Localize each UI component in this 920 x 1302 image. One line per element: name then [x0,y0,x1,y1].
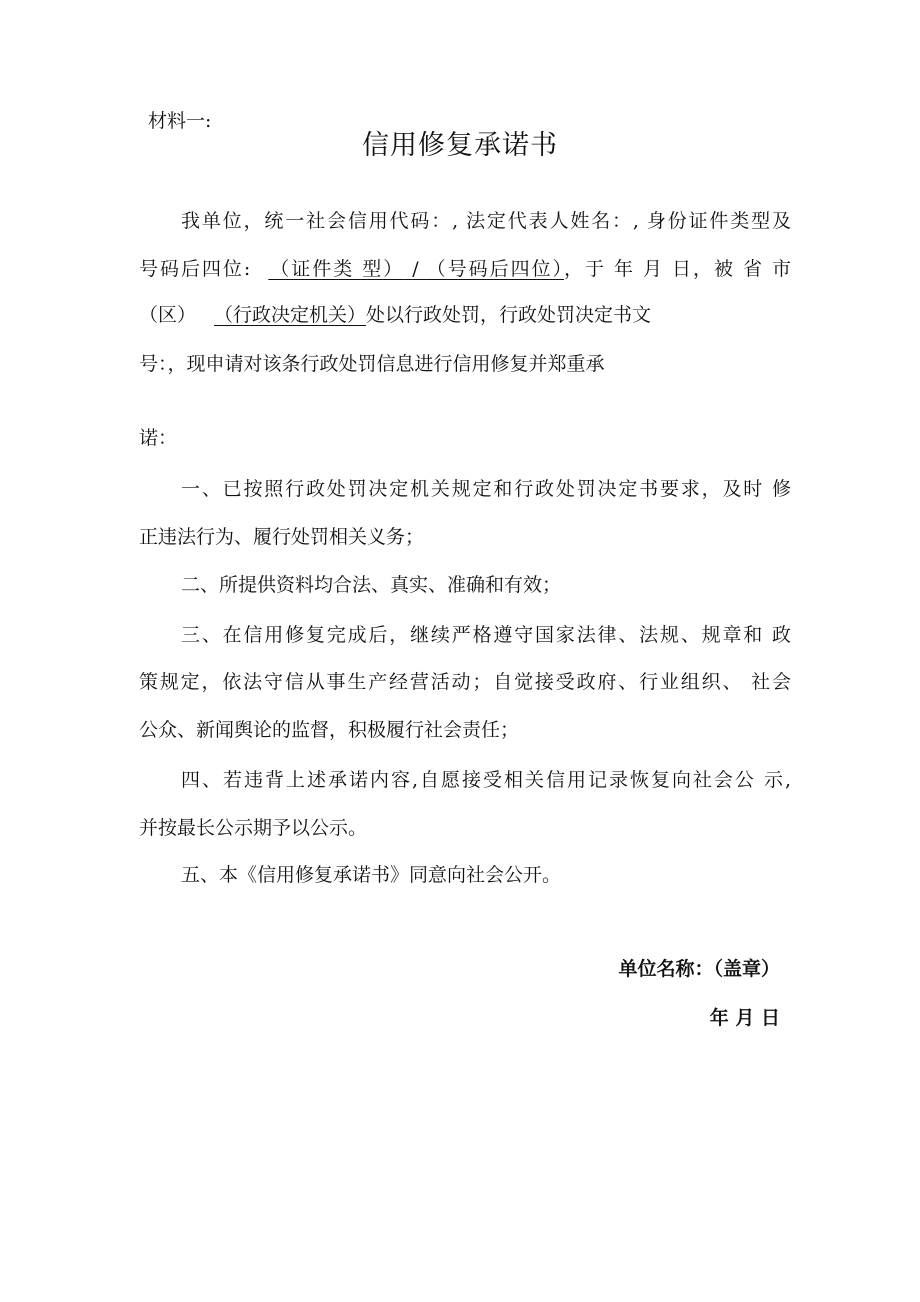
commitment-4-line-1: 四、若违背上述承诺内容,自愿接受相关信用记录恢复向社会公 示, [181,769,791,791]
signature-date: 年 月 日 [709,1007,780,1029]
id-separator: / [412,258,419,280]
commitment-2-line-1: 二、所提供资料均合法、真实、准确和有效； [181,574,562,596]
commitment-1-line-1: 一、已按照行政处罚决定机关规定和行政处罚决定书要求，及时 修 [181,478,791,500]
region-blank: （区） [139,304,197,326]
material-label: 材料一: [148,110,212,132]
commitment-3-line-2: 策规定，依法守信从事生产经营活动；自觉接受政府、行业组织、 社会 [139,671,791,693]
commitment-3-line-3: 公众、新闻舆论的监督，积极履行社会责任； [139,719,520,741]
intro-line-4: 号：，现申请对该条行政处罚信息进行信用修复并郑重承 [139,353,605,375]
id-last4-label: 号码后四位: [139,258,251,280]
intro-line-2 [139,256,791,282]
unit-name-seal: 单位名称：（盖章） [618,958,780,980]
authority-blank: （行政决定机关） [214,304,367,326]
penalty-date-text: ，于 年 月 日，被 省 市 [564,258,791,280]
intro-line-1: 我单位，统一社会信用代码：, 法定代表人姓名：, 身份证件类型及 [181,210,791,232]
id-digits-blank: （号码后四位） [426,258,565,280]
commitment-1-line-2: 正违法行为、履行处罚相关义务； [139,526,425,548]
intro-line-5: 诺： [139,427,178,449]
intro-line-3 [139,302,791,328]
penalty-text: 处以行政处罚，行政处罚决定书文 [366,304,652,326]
document-title: 信用修复承诺书 [362,130,558,161]
commitment-3-line-1: 三、在信用修复完成后，继续严格遵守国家法律、法规、规章和 政 [181,624,791,646]
id-type-blank: （证件类 型） [268,258,405,280]
commitment-4-line-2: 并按最长公示期予以公示。 [139,817,368,839]
commitment-5-line-1: 五、本《信用修复承诺书》同意向社会公开。 [181,864,562,886]
